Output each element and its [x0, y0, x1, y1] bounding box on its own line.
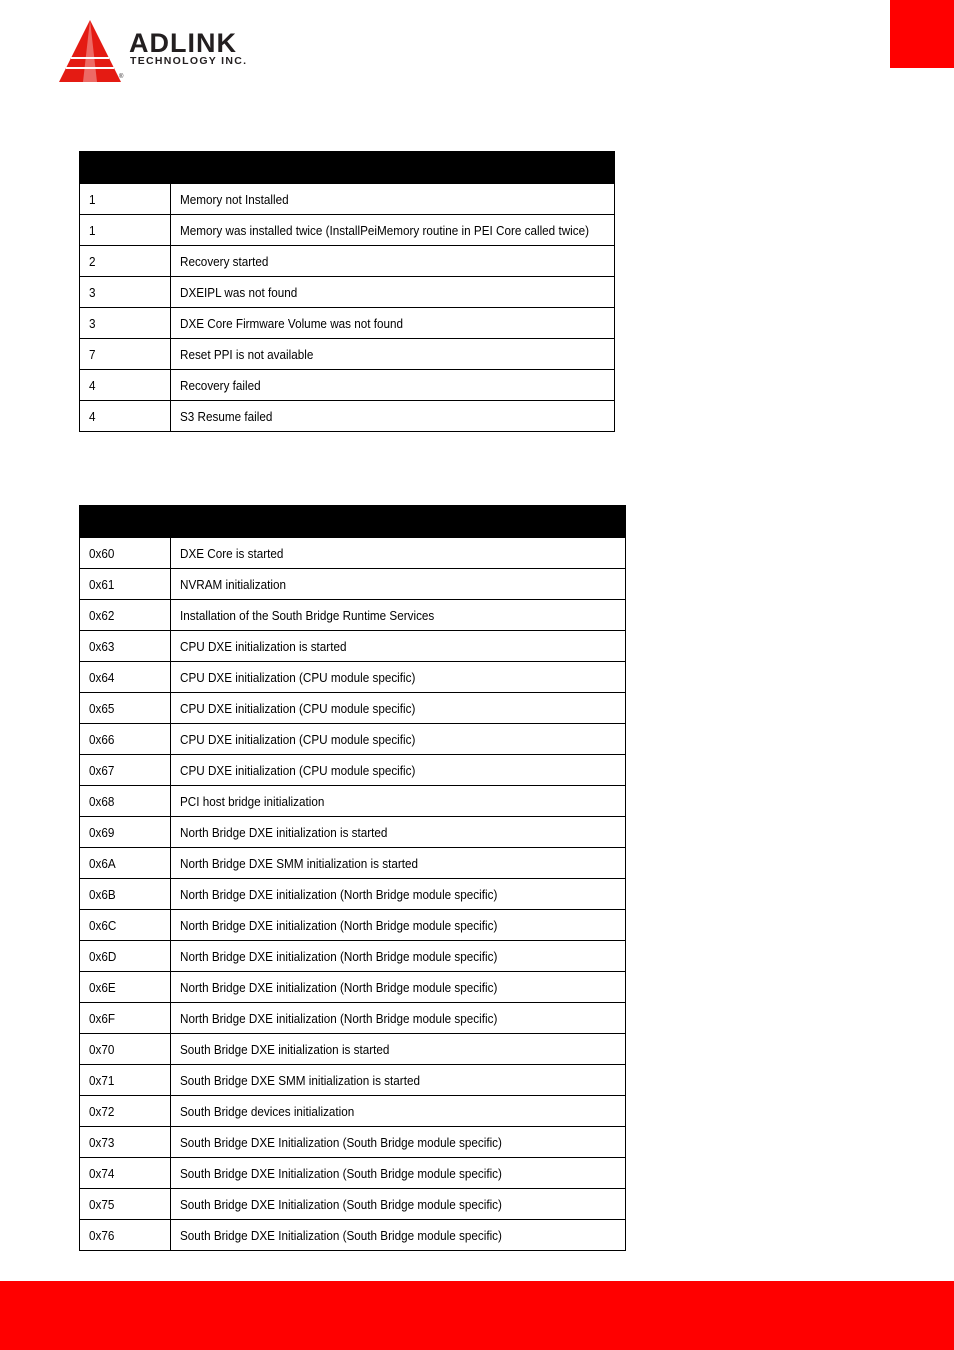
description-text: Memory was installed twice (InstallPeiMemory routine in PEI Core called twice) [180, 222, 589, 238]
code-cell [80, 1065, 171, 1096]
description-cell [171, 1220, 626, 1251]
code-cell [80, 662, 171, 693]
description-text: South Bridge DXE Initialization (South Bridge module specific) [180, 1134, 502, 1150]
code-cell [80, 277, 171, 308]
description-text: North Bridge DXE initialization (North Bridge module specific) [180, 1010, 498, 1026]
description-cell [171, 370, 615, 401]
table-row [80, 308, 615, 339]
description-cell [171, 724, 626, 755]
description-text: CPU DXE initialization (CPU module specific) [180, 669, 416, 685]
description-cell [171, 1065, 626, 1096]
description-text: South Bridge DXE Initialization (South Bridge module specific) [180, 1165, 502, 1181]
table-header-cell [171, 152, 615, 184]
code-cell [80, 1127, 171, 1158]
code-text: 0x64 [89, 669, 115, 685]
code-cell [80, 370, 171, 401]
description-text: CPU DXE initialization (CPU module specific) [180, 731, 416, 747]
table-row [80, 215, 615, 246]
code-cell [80, 215, 171, 246]
code-text: 0x61 [89, 576, 115, 592]
code-text: 0x74 [89, 1165, 115, 1181]
table-row [80, 1096, 626, 1127]
code-text: 0x62 [89, 607, 115, 623]
table-header-row [80, 506, 626, 538]
table-body [80, 538, 626, 1251]
page-corner-tab [890, 0, 954, 68]
description-text: North Bridge DXE SMM initialization is started [180, 855, 418, 871]
table-header-row [80, 152, 615, 184]
description-text: North Bridge DXE initialization is started [180, 824, 388, 840]
code-cell [80, 1034, 171, 1065]
description-cell [171, 972, 626, 1003]
table-row [80, 1220, 626, 1251]
description-cell [171, 308, 615, 339]
description-text: Installation of the South Bridge Runtime Services [180, 607, 435, 623]
table-row [80, 569, 626, 600]
description-cell [171, 215, 615, 246]
footer-band [0, 1281, 954, 1350]
code-text: 3 [89, 284, 96, 300]
table-row [80, 600, 626, 631]
code-cell [80, 755, 171, 786]
code-cell [80, 910, 171, 941]
table-row [80, 1034, 626, 1065]
code-cell [80, 941, 171, 972]
description-cell [171, 538, 626, 569]
table-row [80, 1189, 626, 1220]
code-text: 3 [89, 315, 96, 331]
description-text: DXE Core Firmware Volume was not found [180, 315, 404, 331]
table-row [80, 755, 626, 786]
code-cell [80, 631, 171, 662]
code-cell [80, 1220, 171, 1251]
description-text: DXE Core is started [180, 545, 284, 561]
code-cell [80, 879, 171, 910]
description-cell [171, 879, 626, 910]
code-text: 0x68 [89, 793, 115, 809]
description-cell [171, 631, 626, 662]
table-row [80, 1065, 626, 1096]
description-cell [171, 1127, 626, 1158]
code-text: 0x63 [89, 638, 115, 654]
code-text: 0x6D [89, 948, 117, 964]
code-text: 0x71 [89, 1072, 115, 1088]
description-text: PCI host bridge initialization [180, 793, 325, 809]
code-text: 0x72 [89, 1103, 115, 1119]
code-text: 0x6E [89, 979, 116, 995]
code-cell [80, 339, 171, 370]
code-text: 0x60 [89, 545, 115, 561]
description-cell [171, 569, 626, 600]
description-cell [171, 1034, 626, 1065]
description-text: NVRAM initialization [180, 576, 286, 592]
description-cell [171, 1158, 626, 1189]
code-text: 0x73 [89, 1134, 115, 1150]
table-row [80, 401, 615, 432]
description-cell [171, 600, 626, 631]
table-header-cell [171, 506, 626, 538]
dxe-status-codes-table [79, 505, 626, 1251]
code-text: 0x6B [89, 886, 116, 902]
code-cell [80, 972, 171, 1003]
description-text: North Bridge DXE initialization (North Bridge module specific) [180, 948, 498, 964]
table-row [80, 693, 626, 724]
description-cell [171, 817, 626, 848]
table-header-cell [80, 506, 171, 538]
table-row [80, 1003, 626, 1034]
pei-error-codes-table [79, 151, 615, 432]
description-cell [171, 1003, 626, 1034]
code-cell [80, 1189, 171, 1220]
description-cell [171, 1096, 626, 1127]
description-text: South Bridge DXE Initialization (South Bridge module specific) [180, 1196, 502, 1212]
description-text: CPU DXE initialization is started [180, 638, 347, 654]
description-text: CPU DXE initialization (CPU module specific) [180, 762, 416, 778]
code-cell [80, 786, 171, 817]
description-cell [171, 786, 626, 817]
table-body [80, 184, 615, 432]
description-cell [171, 941, 626, 972]
table-row [80, 1127, 626, 1158]
description-text: Recovery failed [180, 377, 261, 393]
table-row [80, 786, 626, 817]
code-cell [80, 848, 171, 879]
code-text: 4 [89, 408, 96, 424]
code-cell [80, 246, 171, 277]
table-row [80, 724, 626, 755]
description-cell [171, 662, 626, 693]
logo-brand: ADLINK [129, 28, 237, 58]
code-text: 0x66 [89, 731, 115, 747]
logo-tagline: TECHNOLOGY INC. [130, 55, 248, 67]
code-cell [80, 1003, 171, 1034]
code-text: 0x6F [89, 1010, 116, 1026]
description-cell [171, 339, 615, 370]
code-text: 0x6A [89, 855, 116, 871]
code-cell [80, 184, 171, 215]
description-text: Recovery started [180, 253, 269, 269]
code-cell [80, 308, 171, 339]
table-row [80, 941, 626, 972]
table-row [80, 631, 626, 662]
description-text: CPU DXE initialization (CPU module specific) [180, 700, 416, 716]
code-text: 0x65 [89, 700, 115, 716]
description-cell [171, 693, 626, 724]
table-row [80, 1158, 626, 1189]
table-row [80, 848, 626, 879]
registered-mark: ® [119, 74, 124, 80]
description-text: North Bridge DXE initialization (North Bridge module specific) [180, 979, 498, 995]
table-row [80, 184, 615, 215]
table-row [80, 662, 626, 693]
code-cell [80, 817, 171, 848]
code-text: 0x76 [89, 1227, 115, 1243]
adlink-logo [57, 18, 272, 86]
code-cell [80, 1158, 171, 1189]
description-text: DXEIPL was not found [180, 284, 298, 300]
description-text: North Bridge DXE initialization (North Bridge module specific) [180, 917, 498, 933]
code-text: 0x6C [89, 917, 117, 933]
code-cell [80, 538, 171, 569]
code-text: 0x67 [89, 762, 115, 778]
description-text: Reset PPI is not available [180, 346, 314, 362]
code-text: 0x70 [89, 1041, 115, 1057]
description-cell [171, 246, 615, 277]
code-cell [80, 600, 171, 631]
description-text: North Bridge DXE initialization (North Bridge module specific) [180, 886, 498, 902]
description-cell [171, 755, 626, 786]
table-header-cell [80, 152, 171, 184]
description-cell [171, 1189, 626, 1220]
table-row [80, 277, 615, 308]
description-text: Memory not Installed [180, 191, 289, 207]
code-text: 4 [89, 377, 96, 393]
table-row [80, 910, 626, 941]
description-text: South Bridge devices initialization [180, 1103, 355, 1119]
table-row [80, 879, 626, 910]
code-text: 0x75 [89, 1196, 115, 1212]
table-row [80, 246, 615, 277]
code-cell [80, 569, 171, 600]
code-text: 2 [89, 253, 96, 269]
table-row [80, 972, 626, 1003]
adlink-triangle-icon [57, 18, 127, 86]
description-text: South Bridge DXE Initialization (South Bridge module specific) [180, 1227, 502, 1243]
code-text: 1 [89, 222, 96, 238]
code-cell [80, 693, 171, 724]
description-text: South Bridge DXE initialization is started [180, 1041, 390, 1057]
description-cell [171, 848, 626, 879]
code-text: 1 [89, 191, 96, 207]
description-cell [171, 910, 626, 941]
description-cell [171, 184, 615, 215]
description-text: South Bridge DXE SMM initialization is started [180, 1072, 420, 1088]
code-cell [80, 724, 171, 755]
table-row [80, 538, 626, 569]
code-text: 7 [89, 346, 96, 362]
table-row [80, 370, 615, 401]
description-cell [171, 277, 615, 308]
description-text: S3 Resume failed [180, 408, 273, 424]
code-text: 0x69 [89, 824, 115, 840]
description-cell [171, 401, 615, 432]
table-row [80, 339, 615, 370]
table-row [80, 817, 626, 848]
code-cell [80, 401, 171, 432]
code-cell [80, 1096, 171, 1127]
